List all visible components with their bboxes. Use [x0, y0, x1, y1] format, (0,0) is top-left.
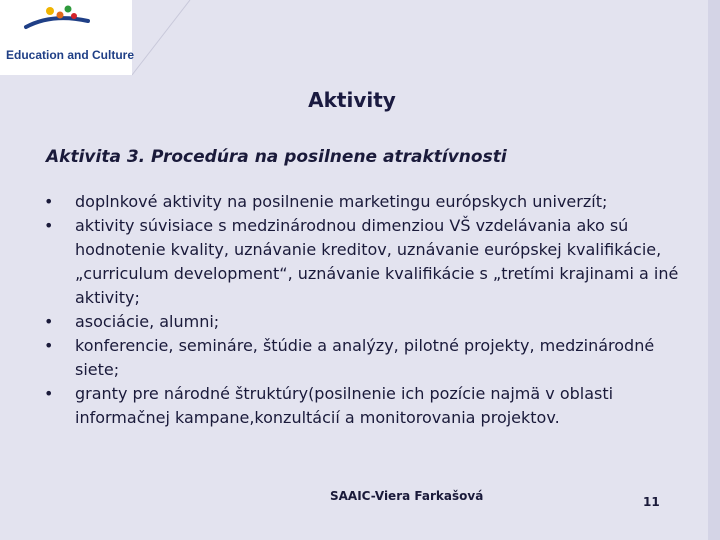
bullet-item: • asociácie, alumni; — [44, 310, 684, 334]
eu-logo-icon — [22, 3, 92, 35]
bullet-item: • konferencie, semináre, štúdie a analýzy, pilotné projekty, medzinárodné siete; — [44, 334, 684, 382]
bullet-item: • aktivity súvisiace s medzinárodnou dimenziou VŠ vzdelávania ako sú hodnotenie kvality, uznávanie kreditov, uznávanie európskej kvalifikácie, „curriculum development“, uznávanie kvalifikácie s „tretími krajinami a iné aktivity; — [44, 214, 684, 310]
bullet-item: • doplnkové aktivity na posilnenie marketingu európskych univerzít; — [44, 190, 684, 214]
bullet-list — [44, 190, 684, 430]
slide-title — [0, 88, 708, 112]
footer-author: SAAIC-Viera Farkašová — [330, 489, 484, 503]
slide-subtitle: Aktivita 3. Procedúra na posilnene atraktívnosti — [46, 147, 507, 167]
logo-text: Education and Culture — [6, 48, 135, 62]
page-number: 11 — [643, 495, 660, 509]
bullet-item: • granty pre národné štruktúry(posilnenie ich pozície najmä v oblasti informačnej kampane,konzultácií a monitorovania projektov. — [44, 382, 684, 430]
slide-title-text: Aktivity — [308, 88, 396, 112]
right-edge-band — [708, 0, 720, 540]
logo-area — [0, 0, 135, 75]
